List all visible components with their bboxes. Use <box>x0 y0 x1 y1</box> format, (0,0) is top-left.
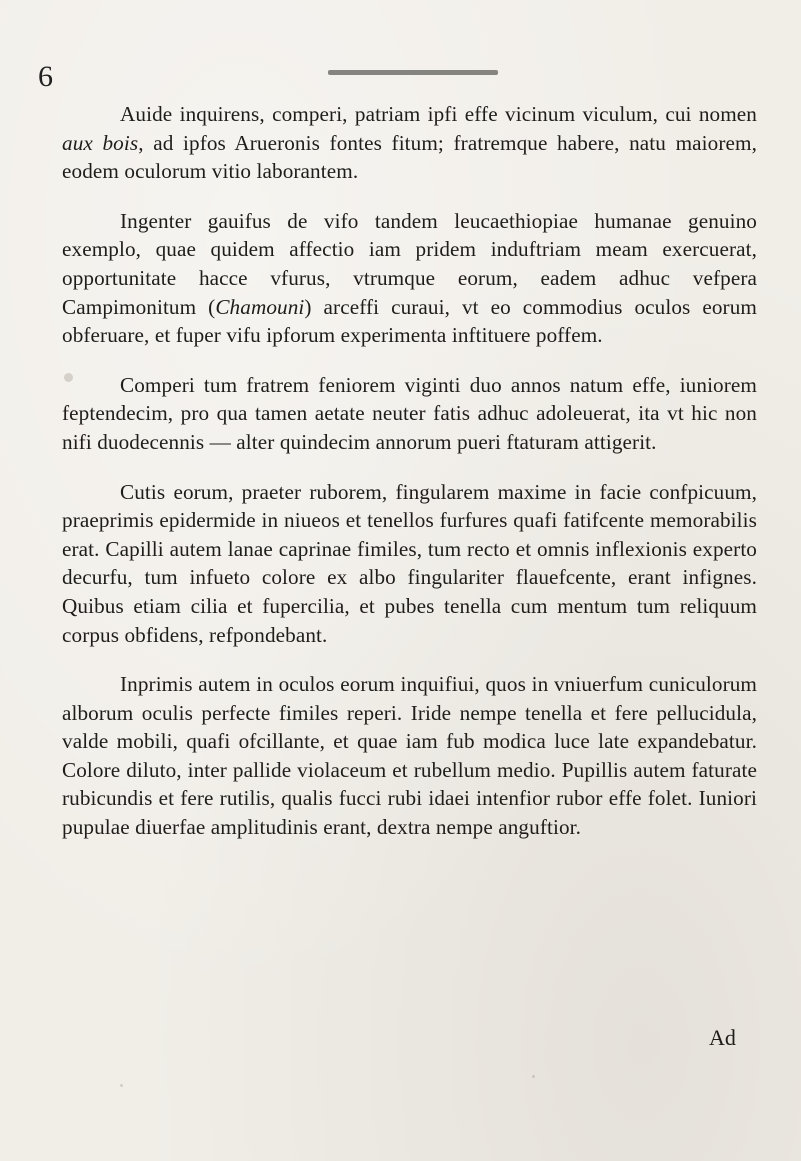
paragraph-2: Ingenter gauifus de vifo tandem leucaethiopiae humanae genuino exemplo, quae quidem affectio iam pridem induftriam meam exercuerat, opportunitate hacce vfurus, vtrumque eorum, eadem adhuc vefpera Campimonitum (Chamouni) arceffi curaui, vt eo commodius oculos eorum obferuare, et fuper vifu ipforum experimenta inftituere poffem. <box>62 208 757 348</box>
paragraph-5: Inprimis autem in oculos eorum inquifiui, quos in vniuerfum cuniculorum alborum oculis perfecte fimiles reperi. Iride nempe tenella et fere pellucidula, valde mobili, quafi ofcillante, et quae iam fub modica luce late expandebatur. Colore diluto, inter pallide violaceum et rubellum medio. Pupillis autem faturate rubicundis et fere rutilis, qualis fucci rubi idaei intenfior rubor effe folet. Iuniori pupulae diuerfae amplitudinis erant, dextra nempe anguftior. <box>62 672 757 840</box>
italic-place-name: aux bois <box>62 130 139 155</box>
paper-speck <box>64 373 73 382</box>
page-number: 6 <box>38 60 53 93</box>
paper-speck <box>532 1075 535 1078</box>
catchword: Ad <box>709 1025 736 1050</box>
body-text <box>62 100 757 863</box>
paragraph-3: Comperi tum fratrem feniorem viginti duo annos natum effe, iuniorem feptendecim, pro qua tamen aetate neuter fatis adhuc adoleuerat, ita vt hic non nifi duodecennis — alter quindecim annorum pueri ftaturam attigerit. <box>62 372 757 454</box>
italic-place-name: Chamouni <box>215 294 305 319</box>
paragraph-4: Cutis eorum, praeter ruborem, fingularem maxime in facie confpicuum, praeprimis epidermide in niueos et tenellos furfures quafi fatifcente memorabilis erat. Capilli autem lanae caprinae fimiles, tum recto et omnis inflexionis experto decurfu, tum infueto colore ex albo fingulariter flauefcente, erant infignes. Quibus etiam cilia et fupercilia, et pubes tenella cum mentum tum reliquum corpus obfidens, refpondebant. <box>62 479 757 647</box>
paragraph-1: Auide inquirens, comperi, patriam ipfi effe vicinum viculum, cui nomen aux bois, ad ipfos Arueronis fontes fitum; fratremque habere, natu maiorem, eodem oculorum vitio laborantem. <box>62 102 757 184</box>
paper-speck <box>120 1084 123 1087</box>
header-rule <box>328 70 498 75</box>
